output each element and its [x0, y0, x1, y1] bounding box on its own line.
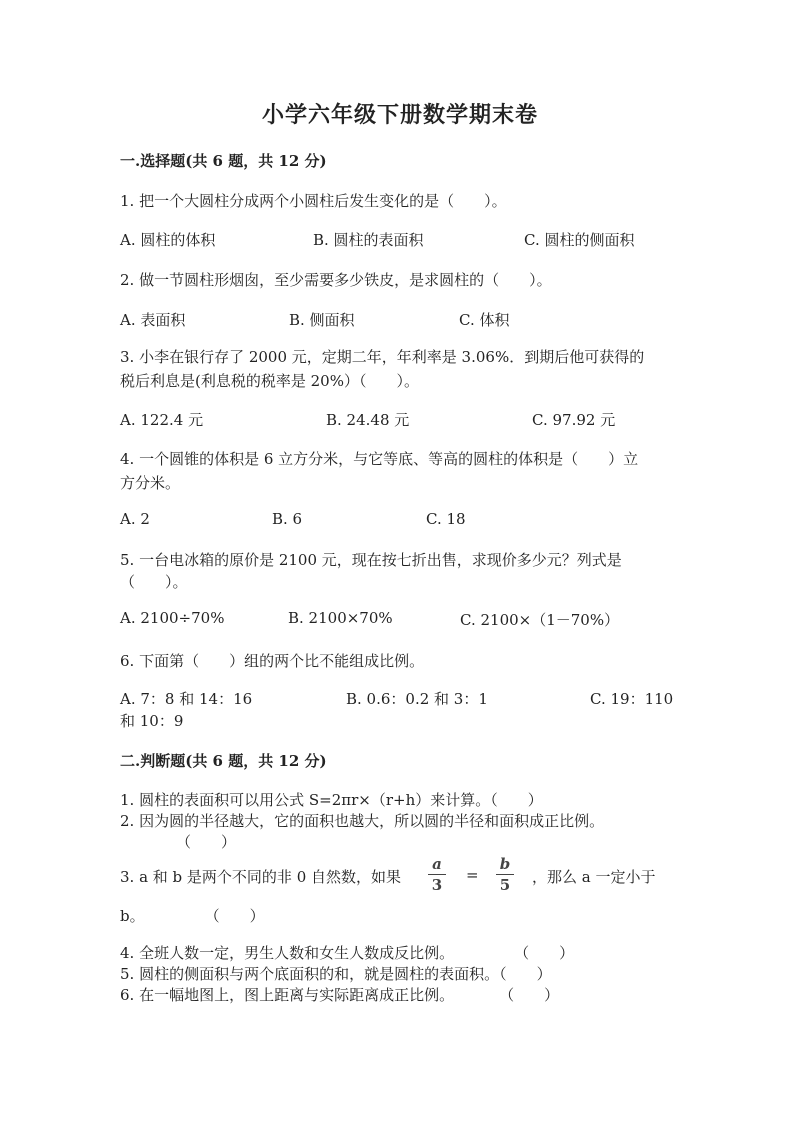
question-5-option-c: C. 2100×（1－70%） [460, 611, 620, 629]
question-3-option-a: A. 122.4 元 [120, 411, 204, 429]
tf-question-3-prefix: 3. a 和 b 是两个不同的非 0 自然数，如果 [120, 868, 402, 886]
question-3-stem-line1: 3. 小李在银行存了 2000 元，定期二年，年利率是 3.06%．到期后他可获得的 [120, 348, 645, 366]
question-1-stem: 1. 把一个大圆柱分成两个小圆柱后发生变化的是（ ）。 [120, 192, 507, 210]
equals-sign: = [466, 866, 479, 884]
fraction-b-over-5 [494, 855, 516, 894]
question-4-option-a: A. 2 [120, 510, 150, 528]
question-5-option-a: A. 2100÷70% [120, 609, 225, 627]
section-heading-choice: 一.选择题(共 6 题，共 12 分) [120, 152, 327, 170]
page-title: 小学六年级下册数学期末卷 [261, 102, 538, 128]
question-1-option-a: A. 圆柱的体积 [120, 231, 216, 249]
question-5-stem-line1: 5. 一台电冰箱的原价是 2100 元，现在按七折出售，求现价多少元？列式是 [120, 551, 622, 569]
tf-question-6: 6. 在一幅地图上，图上距离与实际距离成正比例。 （ ） [120, 986, 560, 1004]
question-5-stem-line2: （ ）。 [120, 573, 188, 591]
question-6-option-a: A. 7：8 和 14：16 [120, 690, 253, 708]
question-1-option-b: B. 圆柱的表面积 [313, 231, 424, 249]
question-1-option-c: C. 圆柱的侧面积 [524, 231, 635, 249]
tf-question-4: 4. 全班人数一定，男生人数和女生人数成反比例。 （ ） [120, 944, 575, 962]
question-4-stem-line1: 4. 一个圆锥的体积是 6 立方分米，与它等底、等高的圆柱的体积是（ ）立 [120, 450, 639, 468]
tf-question-2-line2: （ ） [176, 833, 237, 851]
question-3-stem-line2: 税后利息是(利息税的税率是 20%）（ ）。 [120, 372, 419, 390]
question-4-stem-line2: 方分米。 [120, 474, 181, 492]
question-2-option-b: B. 侧面积 [289, 311, 355, 329]
fraction-b-denominator: 5 [499, 876, 511, 894]
question-6-stem: 6. 下面第（ ）组的两个比不能组成比例。 [120, 652, 425, 670]
question-4-option-c: C. 18 [426, 510, 466, 528]
fraction-b-numerator: b [499, 855, 511, 873]
question-6-option-b: B. 0.6：0.2 和 3：1 [346, 690, 488, 708]
fraction-a-numerator: a [432, 855, 442, 873]
fraction-a-over-3 [426, 855, 448, 894]
tf-question-3-suffix: ，那么 a 一定小于 [532, 868, 656, 886]
question-2-option-c: C. 体积 [459, 311, 510, 329]
question-6-option-c: C. 19：110 [590, 690, 674, 708]
tf-question-1: 1. 圆柱的表面积可以用公式 S=2πr×（r+h）来计算。（ ） [120, 791, 543, 809]
section-heading-true-false: 二.判断题(共 6 题，共 12 分) [120, 752, 327, 770]
question-4-option-b: B. 6 [272, 510, 303, 528]
tf-question-3-line2: b。 （ ） [120, 907, 265, 925]
question-3-option-c: C. 97.92 元 [532, 411, 616, 429]
question-6-option-c-continued: 和 10：9 [120, 712, 184, 730]
question-2-option-a: A. 表面积 [120, 311, 186, 329]
question-2-stem: 2. 做一节圆柱形烟囱，至少需要多少铁皮，是求圆柱的（ ）。 [120, 271, 552, 289]
tf-question-2-line1: 2. 因为圆的半径越大，它的面积也越大，所以圆的半径和面积成正比例。 [120, 812, 605, 830]
fraction-bar [428, 874, 446, 875]
tf-question-5: 5. 圆柱的侧面积与两个底面积的和，就是圆柱的表面积。（ ） [120, 965, 552, 983]
question-3-option-b: B. 24.48 元 [326, 411, 410, 429]
question-5-option-b: B. 2100×70% [288, 609, 393, 627]
fraction-bar [496, 874, 514, 875]
fraction-a-denominator: 3 [431, 876, 443, 894]
